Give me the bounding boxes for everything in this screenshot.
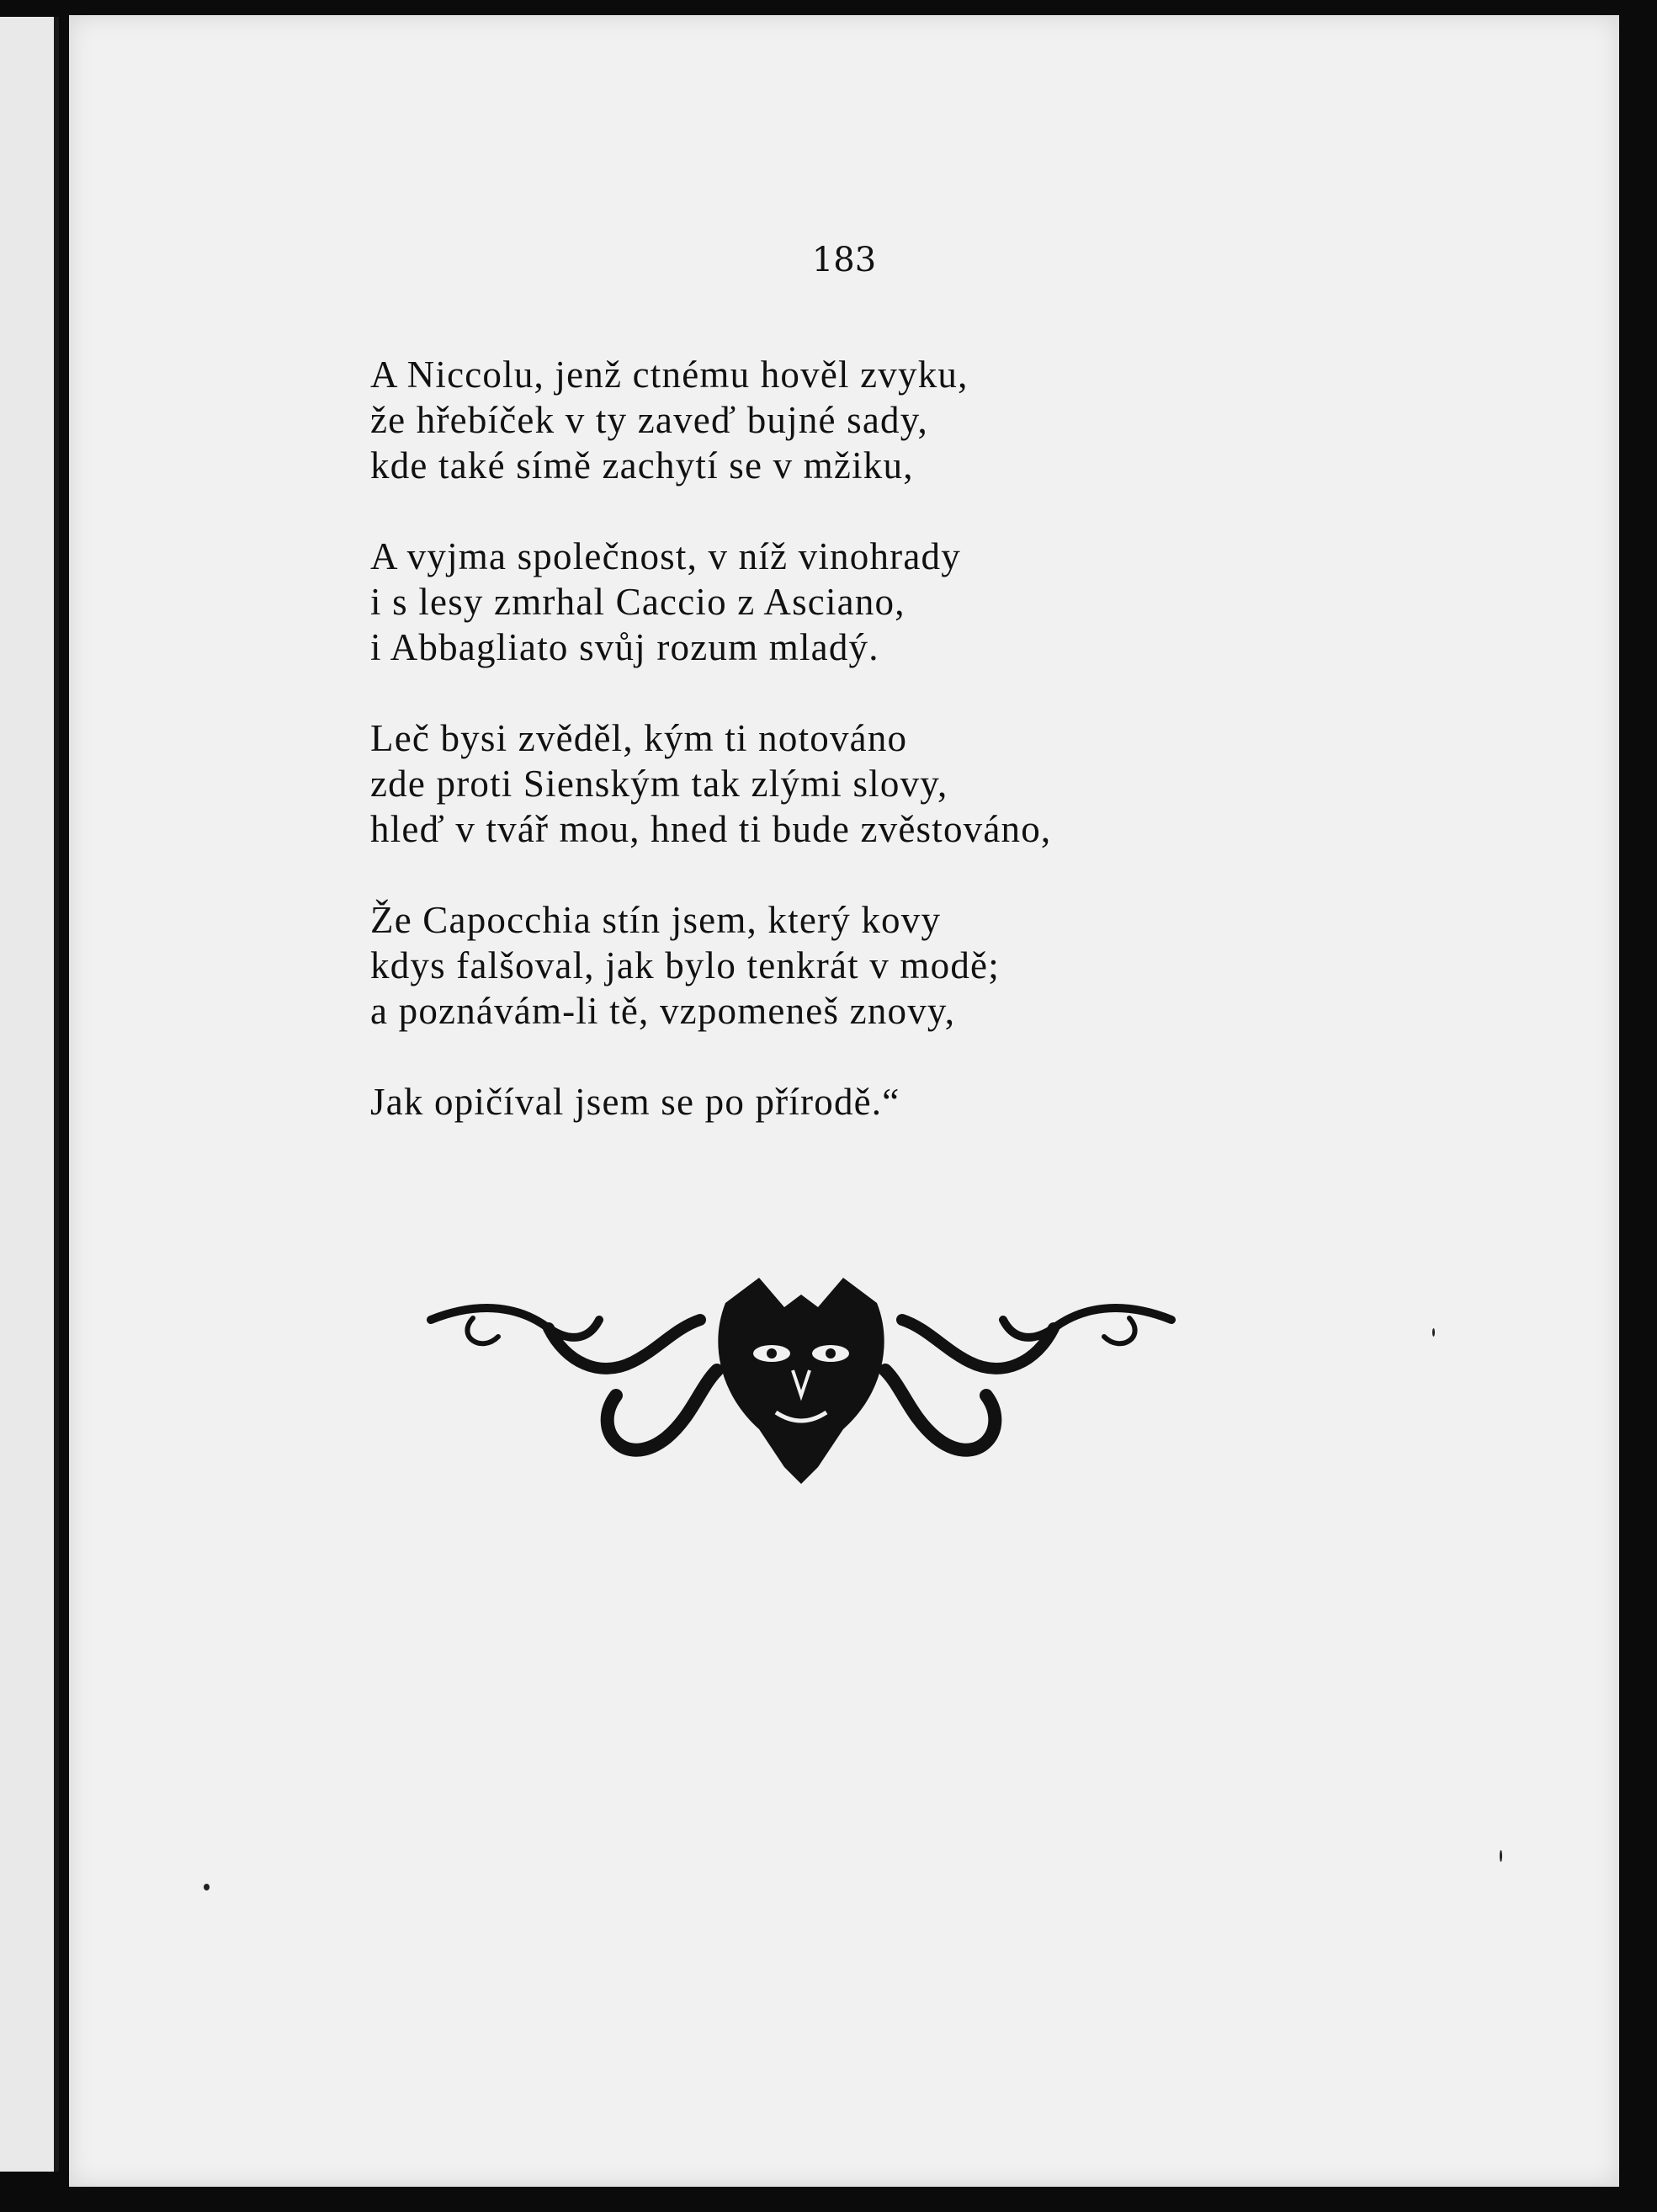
verse-line: A Niccolu, jenž ctnému hověl zvyku,	[370, 354, 969, 396]
verse-line: i Abbagliato svůj rozum mladý.	[370, 626, 879, 668]
facing-page-edge	[0, 17, 59, 2172]
poem	[370, 352, 1380, 1170]
paper-speck	[204, 1884, 210, 1890]
paper-speck	[1432, 1328, 1435, 1337]
verse-line: kde také símě zachytí se v mžiku,	[370, 444, 914, 487]
verse-line: zde proti Sienským tak zlými slovy,	[370, 763, 948, 805]
stanza	[370, 352, 1380, 488]
verse-line: A vyjma společnost, v níž vinohrady	[370, 535, 961, 577]
stanza	[370, 1079, 1380, 1125]
verse-line: Leč bysi zvěděl, kým ti notováno	[370, 717, 908, 759]
verse-line: Že Capocchia stín jsem, který kovy	[370, 899, 942, 941]
verse-line: kdys falšoval, jak bylo tenkrát v modě;	[370, 944, 1000, 986]
verse-line: že hřebíček v ty zaveď bujné sady,	[370, 399, 928, 441]
stanza	[370, 534, 1380, 670]
verse-line: Jak opičíval jsem se po přírodě.“	[370, 1081, 900, 1123]
stanza	[370, 897, 1380, 1034]
devil-mask-ornament-icon	[422, 1269, 1180, 1497]
page-number: 183	[811, 241, 877, 279]
stanza	[370, 715, 1380, 852]
verse-line: i s lesy zmrhal Caccio z Asciano,	[370, 581, 906, 623]
verse-line: hleď v tvář mou, hned ti bude zvěstováno,	[370, 808, 1052, 850]
book-page	[69, 15, 1619, 2187]
paper-speck	[1500, 1850, 1502, 1862]
verse-line: a poznávám-li tě, vzpomeneš znovy,	[370, 990, 956, 1032]
